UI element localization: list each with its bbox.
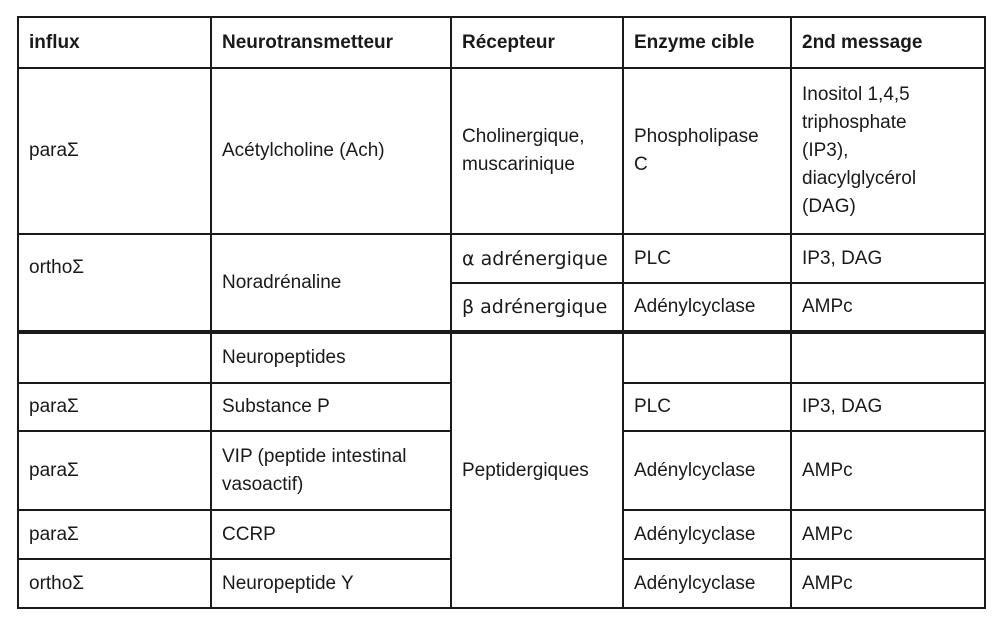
cell-enzyme: Adénylcyclase xyxy=(623,283,791,332)
cell-line: Phospholipase xyxy=(634,126,759,147)
cell-line: (DAG) xyxy=(802,196,856,217)
cell-neurotransmetteur xyxy=(211,431,451,510)
cell-neurotransmetteur: Neuropeptides xyxy=(211,332,451,383)
cell-enzyme: PLC xyxy=(623,383,791,431)
cell-2nd-message: IP3, DAG xyxy=(791,383,985,431)
cell-line: vasoactif) xyxy=(222,473,304,495)
cell-enzyme: PLC xyxy=(623,234,791,283)
header-neurotransmetteur: Neurotransmetteur xyxy=(211,17,451,68)
cell-neurotransmetteur: Neuropeptide Y xyxy=(211,559,451,608)
cell-influx: paraΣ xyxy=(18,68,211,234)
cell-2nd-message: IP3, DAG xyxy=(791,234,985,283)
cell-influx xyxy=(18,234,211,332)
cell-line: VIP (peptide intestinal xyxy=(222,445,407,467)
cell-2nd-message: AMPc xyxy=(791,559,985,608)
table-row xyxy=(18,234,985,283)
header-recepteur: Récepteur xyxy=(451,17,623,68)
cell-enzyme: Adénylcyclase xyxy=(623,431,791,510)
neurotransmitter-table xyxy=(17,16,986,609)
cell-neurotransmetteur: Acétylcholine (Ach) xyxy=(211,68,451,234)
cell-recepteur: β adrénergique xyxy=(451,283,623,332)
cell-neurotransmetteur: Substance P xyxy=(211,383,451,431)
cell-line: Cholinergique, xyxy=(462,126,585,147)
cell-line: C xyxy=(634,154,648,175)
cell-line: diacylglycérol xyxy=(802,168,917,189)
cell-2nd-message: AMPc xyxy=(791,283,985,332)
cell-line: triphosphate xyxy=(802,112,907,133)
cell-enzyme: Adénylcyclase xyxy=(623,559,791,608)
header-2nd-message: 2nd message xyxy=(791,17,985,68)
cell-influx xyxy=(18,332,211,383)
cell-influx: orthoΣ xyxy=(18,559,211,608)
cell-2nd-message xyxy=(791,332,985,383)
cell-line: (IP3), xyxy=(802,140,849,161)
cell-influx: paraΣ xyxy=(18,510,211,559)
cell-neurotransmetteur: CCRP xyxy=(211,510,451,559)
table-row xyxy=(18,68,985,234)
cell-recepteur xyxy=(451,68,623,234)
cell-2nd-message: AMPc xyxy=(791,510,985,559)
header-enzyme-cible: Enzyme cible xyxy=(623,17,791,68)
cell-2nd-message xyxy=(791,68,985,234)
table-row xyxy=(18,332,985,383)
cell-influx: paraΣ xyxy=(18,383,211,431)
cell-influx: paraΣ xyxy=(18,431,211,510)
cell-line: muscarinique xyxy=(462,154,575,175)
header-row xyxy=(18,17,985,68)
header-influx: influx xyxy=(18,17,211,68)
cell-enzyme xyxy=(623,68,791,234)
cell-line: orthoΣ xyxy=(29,256,85,278)
cell-line: Inositol 1,4,5 xyxy=(802,84,910,105)
cell-neurotransmetteur: Noradrénaline xyxy=(211,234,451,332)
cell-recepteur: α adrénergique xyxy=(451,234,623,283)
cell-recepteur: Peptidergiques xyxy=(451,332,623,608)
cell-enzyme: Adénylcyclase xyxy=(623,510,791,559)
cell-2nd-message: AMPc xyxy=(791,431,985,510)
cell-enzyme xyxy=(623,332,791,383)
